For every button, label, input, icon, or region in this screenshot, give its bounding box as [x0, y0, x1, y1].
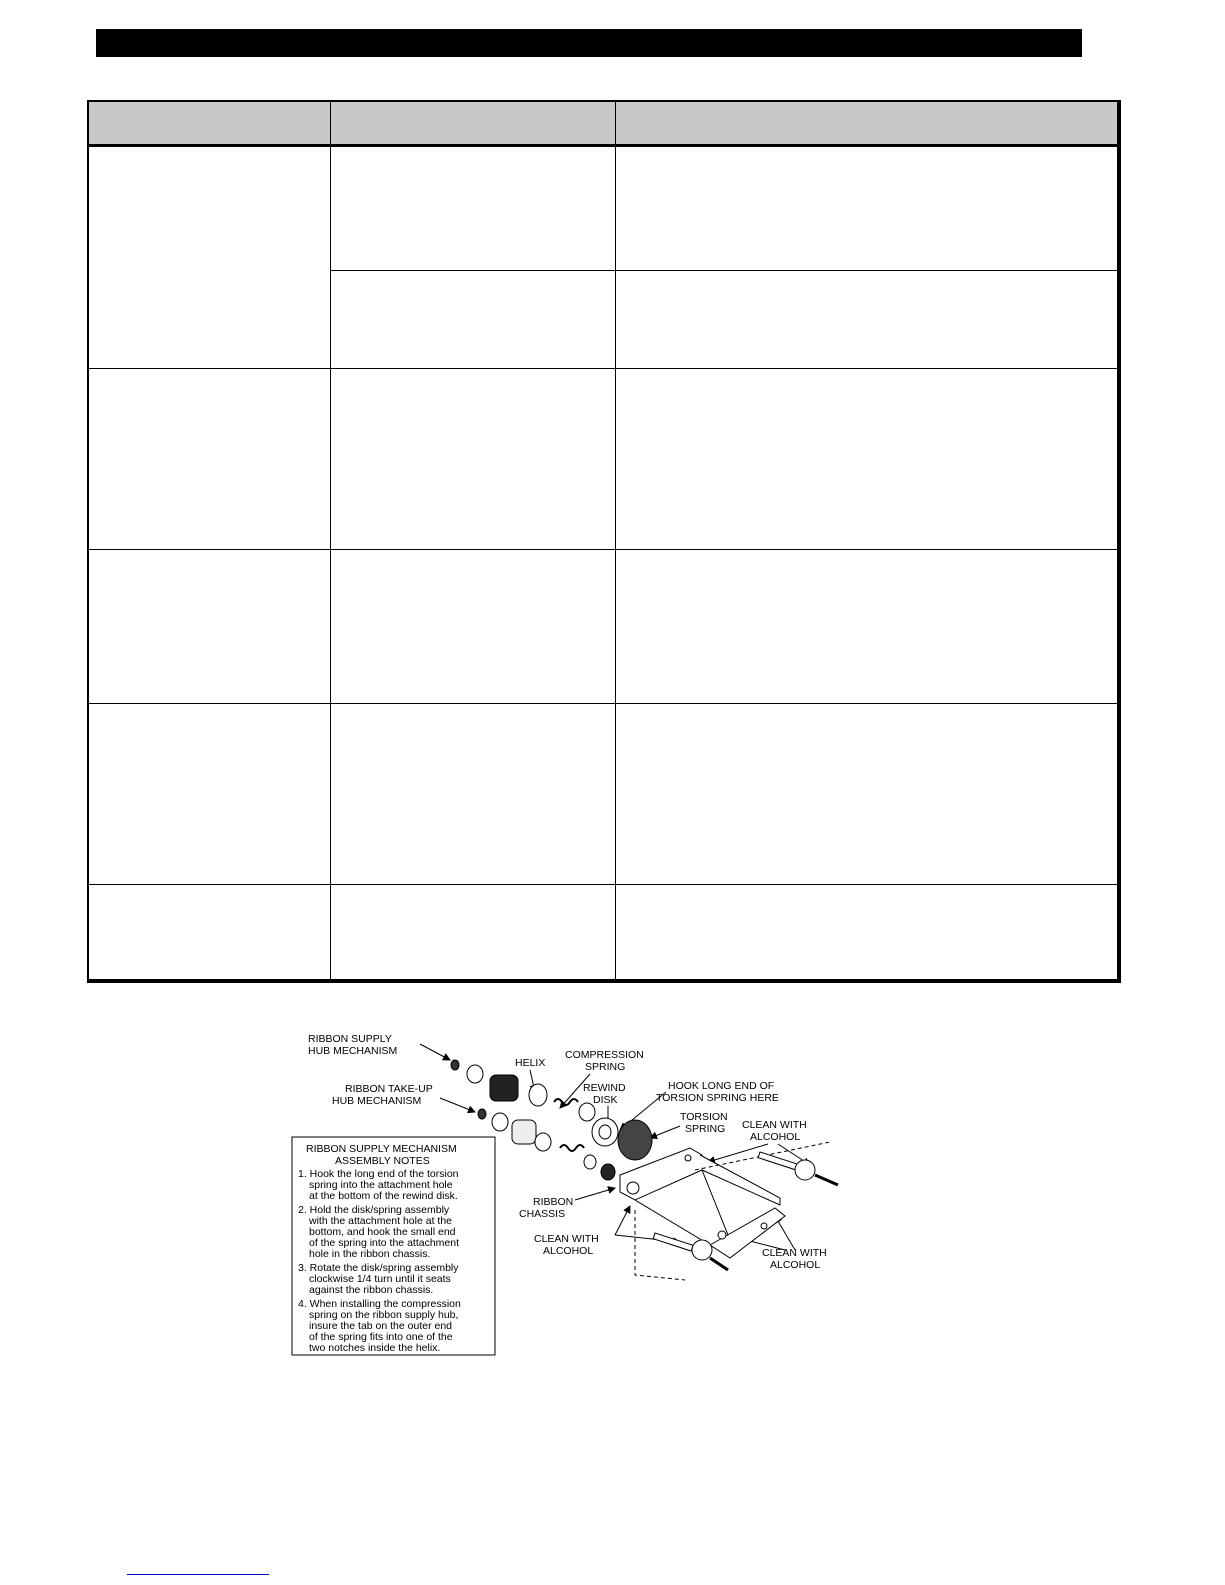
notes-line: insure the tab on the outer end — [309, 1320, 453, 1332]
troubleshooting-table — [87, 100, 1121, 983]
notes-line: of the spring into the attachment — [309, 1237, 460, 1249]
table-row — [88, 550, 1119, 704]
table-cell — [88, 369, 330, 550]
header-cell-1 — [88, 101, 330, 146]
table-cell — [88, 550, 330, 704]
table-header-row — [88, 101, 1119, 146]
label-clean-top: ALCOHOL — [750, 1131, 801, 1143]
label-ribbon-chassis: RIBBON — [533, 1196, 574, 1208]
table-cell — [88, 146, 330, 369]
notes-line: at the bottom of the rewind disk. — [309, 1190, 458, 1202]
label-clean-right: CLEAN WITH — [762, 1247, 827, 1259]
table-cell — [330, 146, 615, 271]
table-cell — [330, 885, 615, 981]
notes-line: 2. Hold the disk/spring assembly — [298, 1204, 450, 1216]
table-cell — [88, 885, 330, 981]
label-ribbon-supply-hub: HUB MECHANISM — [308, 1045, 398, 1057]
notes-line: two notches inside the helix. — [309, 1342, 441, 1354]
label-ribbon-takeup-hub: HUB MECHANISM — [332, 1095, 422, 1107]
label-clean-top: CLEAN WITH — [742, 1119, 807, 1131]
label-ribbon-supply-hub: RIBBON SUPPLY — [308, 1033, 392, 1045]
notes-line: spring on the ribbon supply hub, — [309, 1309, 459, 1321]
table-cell — [330, 369, 615, 550]
label-hook-long-end: HOOK LONG END OF — [668, 1080, 775, 1092]
assembly-notes-box — [292, 1137, 495, 1355]
label-compression-spring: COMPRESSION — [565, 1049, 644, 1061]
label-clean-right: ALCOHOL — [770, 1259, 821, 1271]
header-cell-3 — [615, 101, 1119, 146]
table-cell — [615, 885, 1119, 981]
table-row — [88, 146, 1119, 271]
table-cell — [615, 271, 1119, 369]
table-row — [88, 369, 1119, 550]
table-cell — [615, 369, 1119, 550]
label-compression-spring: SPRING — [585, 1061, 626, 1073]
label-ribbon-chassis: CHASSIS — [519, 1208, 566, 1220]
header-bar — [96, 29, 1082, 57]
table-cell — [330, 271, 615, 369]
label-clean-left: CLEAN WITH — [534, 1233, 599, 1245]
notes-line: bottom, and hook the small end — [309, 1226, 456, 1238]
label-ribbon-takeup-hub: RIBBON TAKE-UP — [345, 1083, 433, 1095]
notes-line: of the spring fits into one of the — [309, 1331, 453, 1343]
ribbon-mechanism-diagram — [290, 1030, 850, 1365]
table-cell — [88, 704, 330, 885]
label-rewind-disk: REWIND — [583, 1082, 626, 1094]
table-cell — [615, 146, 1119, 271]
notes-line: clockwise 1/4 turn until it seats — [309, 1273, 451, 1285]
label-hook-long-end: TORSION SPRING HERE — [656, 1092, 779, 1104]
notes-line: hole in the ribbon chassis. — [309, 1248, 431, 1260]
notes-title: RIBBON SUPPLY MECHANISM — [306, 1143, 457, 1155]
table-cell — [615, 550, 1119, 704]
label-helix: HELIX — [515, 1057, 546, 1069]
notes-title: ASSEMBLY NOTES — [335, 1155, 430, 1167]
table-cell — [330, 550, 615, 704]
label-rewind-disk: DISK — [593, 1094, 618, 1106]
notes-line: 3. Rotate the disk/spring assembly — [298, 1262, 459, 1274]
table-row — [88, 704, 1119, 885]
notes-line: 1. Hook the long end of the torsion — [298, 1168, 459, 1180]
notes-line: 4. When installing the compression — [298, 1298, 461, 1310]
label-clean-left: ALCOHOL — [543, 1245, 594, 1257]
label-torsion-spring: SPRING — [685, 1123, 726, 1135]
footer-link-underline[interactable] — [127, 1574, 269, 1575]
table-row — [88, 885, 1119, 981]
notes-line: spring into the attachment hole — [309, 1179, 453, 1191]
header-cell-2 — [330, 101, 615, 146]
notes-line: with the attachment hole at the — [309, 1215, 453, 1227]
table-cell — [615, 704, 1119, 885]
label-torsion-spring: TORSION — [680, 1111, 728, 1123]
table-cell — [330, 704, 615, 885]
notes-line: against the ribbon chassis. — [309, 1284, 434, 1296]
